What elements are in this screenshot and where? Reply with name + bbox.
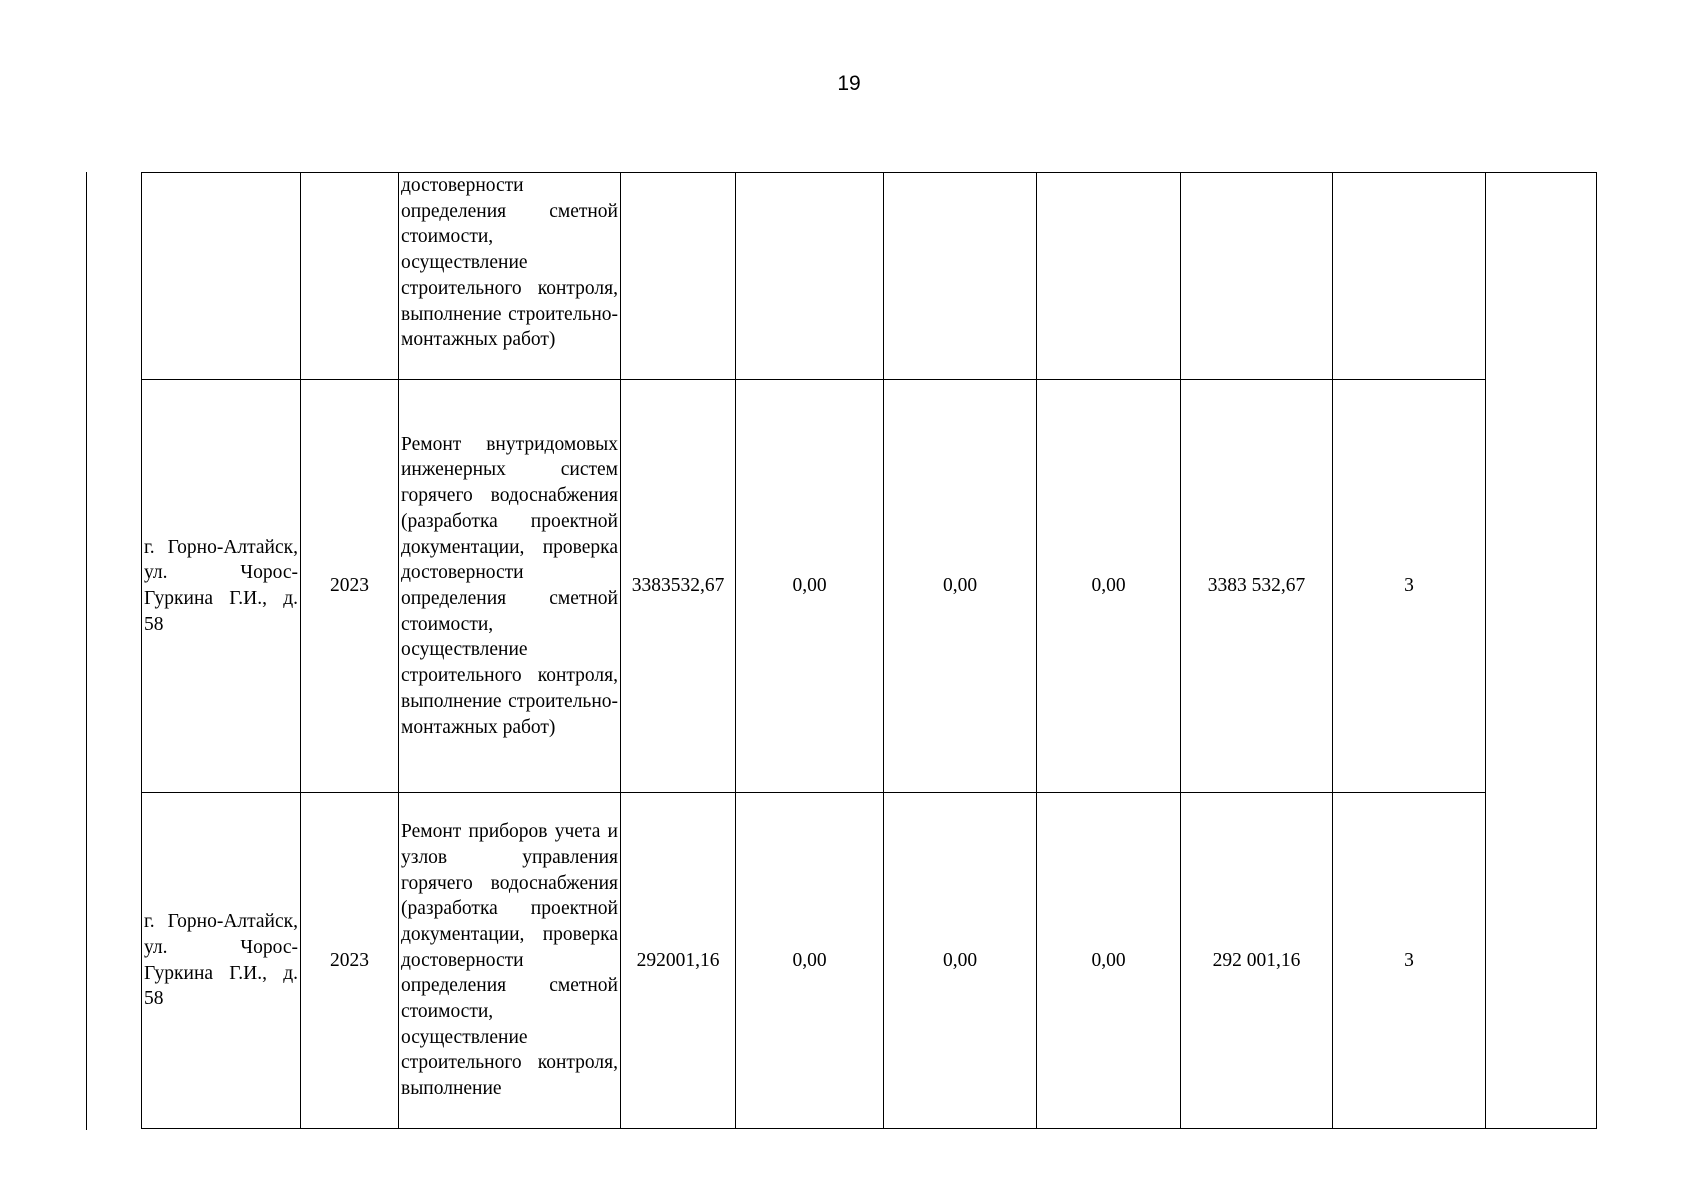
last-column-cell: [1486, 173, 1597, 1129]
description-cell: Ремонт внутридомовых инженерных систем горячего водоснабжения (разработка проектной документации, проверка достоверности определения сметной стоимости, осуществление строительного контроля, выполнение строительно-монтажных работ): [399, 380, 621, 793]
total-cost-cell: 3383532,67: [621, 380, 736, 793]
margin-rule: [86, 172, 87, 1130]
amount-cell-a: 0,00: [736, 380, 884, 793]
code-cell: [1333, 173, 1486, 380]
code-cell: 3: [1333, 793, 1486, 1129]
page-number: 19: [837, 72, 861, 95]
amount-cell-b: [884, 173, 1037, 380]
year-cell: 2023: [301, 793, 399, 1129]
address-cell: г. Горно-Алтайск, ул. Чорос-Гуркина Г.И., д. 58: [142, 793, 301, 1129]
table-row: [142, 173, 1597, 380]
total-cost-cell: 292001,16: [621, 793, 736, 1129]
total-cost-cell: [621, 173, 736, 380]
address-cell: г. Горно-Алтайск, ул. Чорос-Гуркина Г.И., д. 58: [142, 380, 301, 793]
year-cell: 2023: [301, 380, 399, 793]
amount-cell-d: 292 001,16: [1181, 793, 1333, 1129]
amount-cell-c: [1037, 173, 1181, 380]
amount-cell-a: 0,00: [736, 793, 884, 1129]
amount-cell-d: [1181, 173, 1333, 380]
address-cell: [142, 173, 301, 380]
description-cell: Ремонт приборов учета и узлов управления горячего водоснабжения (разработка проектной документации, проверка достоверности определения сметной стоимости, осуществление строительного контроля, выполнение: [399, 793, 621, 1129]
year-cell: [301, 173, 399, 380]
table-row: [142, 380, 1597, 793]
amount-cell-c: 0,00: [1037, 793, 1181, 1129]
amount-cell-d: 3383 532,67: [1181, 380, 1333, 793]
amount-cell-b: 0,00: [884, 380, 1037, 793]
amount-cell-a: [736, 173, 884, 380]
amount-cell-b: 0,00: [884, 793, 1037, 1129]
code-cell: 3: [1333, 380, 1486, 793]
table-row: [142, 793, 1597, 1129]
estimate-table: [141, 172, 1597, 1129]
description-cell: достоверности определения сметной стоимости, осуществление строительного контроля, выполнение строительно-монтажных работ): [399, 173, 621, 380]
amount-cell-c: 0,00: [1037, 380, 1181, 793]
